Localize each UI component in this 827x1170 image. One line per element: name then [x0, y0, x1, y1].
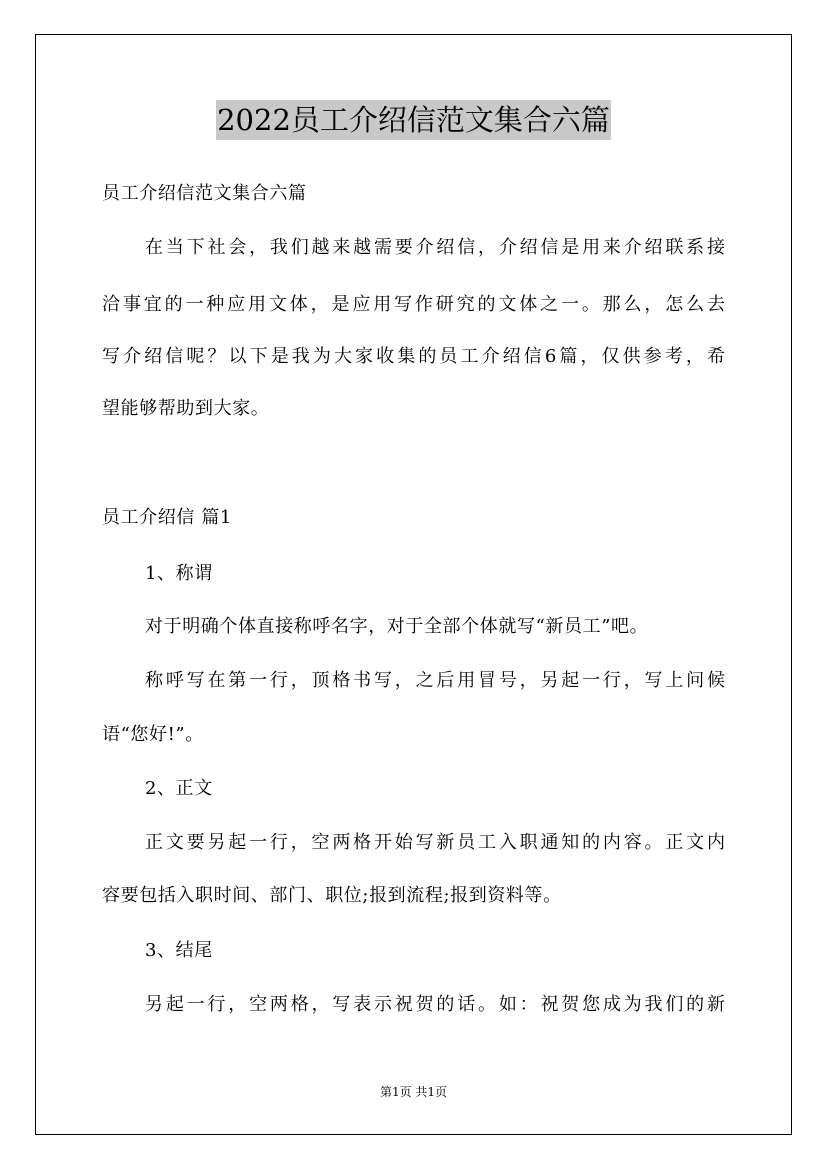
- paragraph-line: 语“您好!”。: [102, 724, 204, 745]
- title-container: [0, 100, 827, 140]
- document-subtitle: 员工介绍信范文集合六篇: [102, 183, 307, 204]
- page-number: 第1页 共1页: [379, 1085, 448, 1099]
- intro-line-2: 洽事宜的一种应用文体，是应用写作研究的文体之一。那么，怎么去: [102, 294, 725, 315]
- paragraph-line: 正文要另起一行，空两格开始写新员工入职通知的内容。正文内: [145, 832, 725, 853]
- document-title: 2022员工介绍信范文集合六篇: [216, 100, 611, 140]
- paragraph-line: 称呼写在第一行，顶格书写，之后用冒号，另起一行，写上问候: [145, 670, 725, 691]
- intro-line-3: 写介绍信呢？以下是我为大家收集的员工介绍信6篇，仅供参考，希: [102, 346, 725, 367]
- intro-line-4: 望能够帮助到大家。: [102, 398, 270, 419]
- paragraph-line: 容要包括入职时间、部门、职位;报到流程;报到资料等。: [102, 885, 562, 906]
- item-heading-2: 2、正文: [145, 778, 213, 799]
- paragraph-line: 另起一行，空两格，写表示祝贺的话。如：祝贺您成为我们的新: [145, 994, 725, 1015]
- item-heading-3: 3、结尾: [145, 940, 213, 961]
- intro-line-1: 在当下社会，我们越来越需要介绍信，介绍信是用来介绍联系接: [145, 237, 725, 258]
- paragraph-line: 对于明确个体直接称呼名字，对于全部个体就写“新员工”吧。: [145, 616, 649, 637]
- section-heading: 员工介绍信 篇1: [102, 507, 232, 528]
- item-heading-1: 1、称谓: [145, 563, 213, 584]
